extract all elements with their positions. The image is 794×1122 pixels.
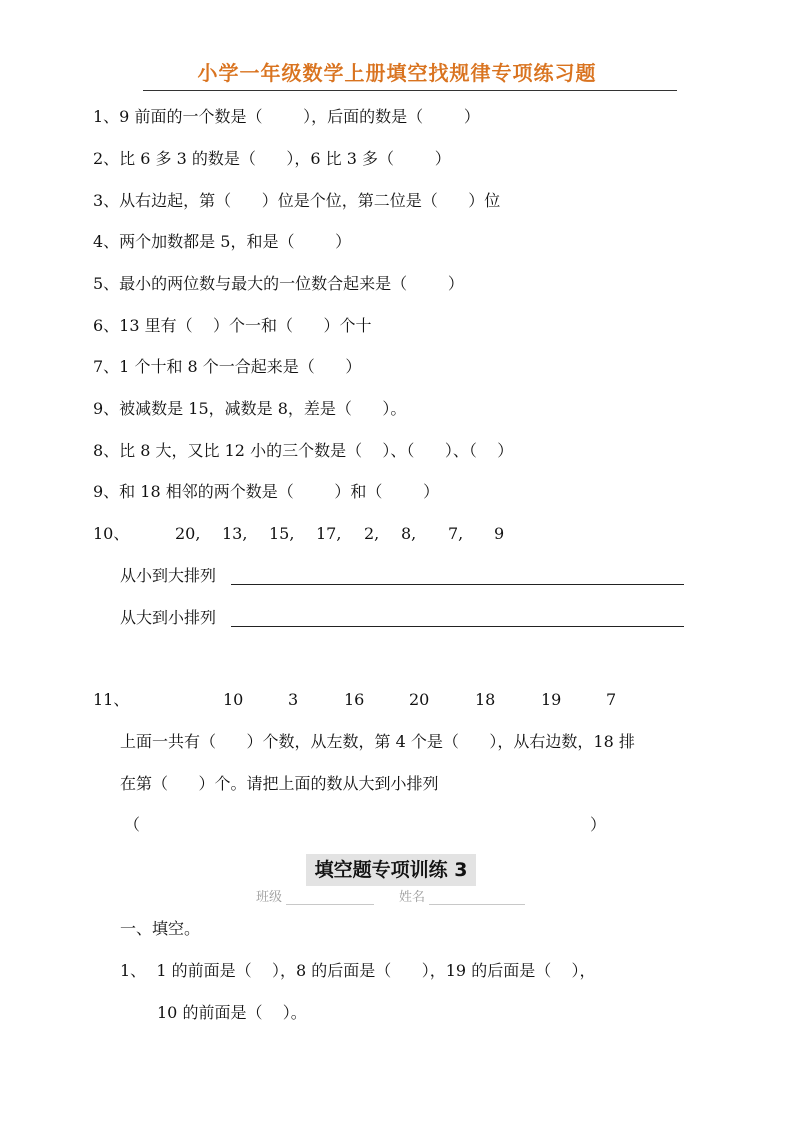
class-label: 班级 [256, 890, 283, 905]
descending-answer-line[interactable] [231, 626, 684, 627]
descending-label: 从大到小排列 [120, 608, 217, 627]
number-item: 20, [175, 524, 201, 543]
section-title: 填空题专项训练 3 [306, 854, 476, 886]
number-item: 8, [401, 524, 417, 543]
ascending-label: 从小到大排列 [120, 566, 217, 585]
question-5: 5、最小的两位数与最大的一位数合起来是（ ） [93, 274, 464, 293]
question-2: 2、比 6 多 3 的数是（ ），6 比 3 多（ ） [93, 149, 451, 168]
question-11-numbers [0, 690, 794, 710]
question-3: 3、从右边起，第（ ）位是个位，第二位是（ ）位 [93, 191, 501, 210]
number-item: 17, [316, 524, 342, 543]
question-9-neighbors: 9、和 18 相邻的两个数是（ ）和（ ） [93, 482, 440, 501]
question-7: 7、1 个十和 8 个一合起来是（ ） [93, 357, 362, 376]
question-6: 6、13 里有（ ）个一和（ ）个十 [93, 316, 372, 335]
fill-item-1-line-1: 1、 1 的前面是（ ），8 的后面是（ ），19 的后面是（ ）， [120, 961, 596, 980]
number-item: 20 [409, 690, 430, 709]
answer-paren-close: ） [590, 815, 607, 834]
number-item: 18 [475, 690, 496, 709]
number-item: 7 [606, 690, 617, 709]
number-item: 9 [494, 524, 505, 543]
section-heading: 一、填空。 [120, 919, 201, 938]
number-item: 2, [364, 524, 380, 543]
number-item: 16 [344, 690, 365, 709]
question-11-line-1: 上面一共有（ ）个数，从左数，第 4 个是（ ），从右边数，18 排 [120, 732, 635, 751]
title-underline [143, 90, 677, 91]
question-9-difference: 9、被减数是 15，减数是 8，差是（ ）。 [93, 399, 407, 418]
number-item: 19 [541, 690, 562, 709]
number-item: 15, [269, 524, 295, 543]
number-item: 13, [222, 524, 248, 543]
question-11-line-2: 在第（ ）个。请把上面的数从大到小排列 [120, 774, 439, 793]
name-label: 姓名 [399, 890, 426, 905]
question-10-numbers [0, 524, 794, 544]
fill-item-1-line-2: 10 的前面是（ ）。 [157, 1003, 307, 1022]
answer-paren-open: （ [124, 815, 141, 834]
number-item: 3 [288, 690, 299, 709]
class-field[interactable] [286, 904, 374, 905]
question-1: 1、9 前面的一个数是（ ），后面的数是（ ） [93, 107, 480, 126]
number-item: 7, [448, 524, 464, 543]
number-item: 10 [223, 690, 244, 709]
question-8-between: 8、比 8 大，又比 12 小的三个数是（ ）、（ ）、（ ） [93, 441, 514, 460]
page-title: 小学一年级数学上册填空找规律专项练习题 [197, 61, 597, 85]
ascending-answer-line[interactable] [231, 584, 684, 585]
question-10-label: 10、 [93, 524, 130, 543]
name-field[interactable] [429, 904, 525, 905]
question-11-label: 11、 [93, 690, 130, 709]
question-4: 4、两个加数都是 5，和是（ ） [93, 232, 352, 251]
